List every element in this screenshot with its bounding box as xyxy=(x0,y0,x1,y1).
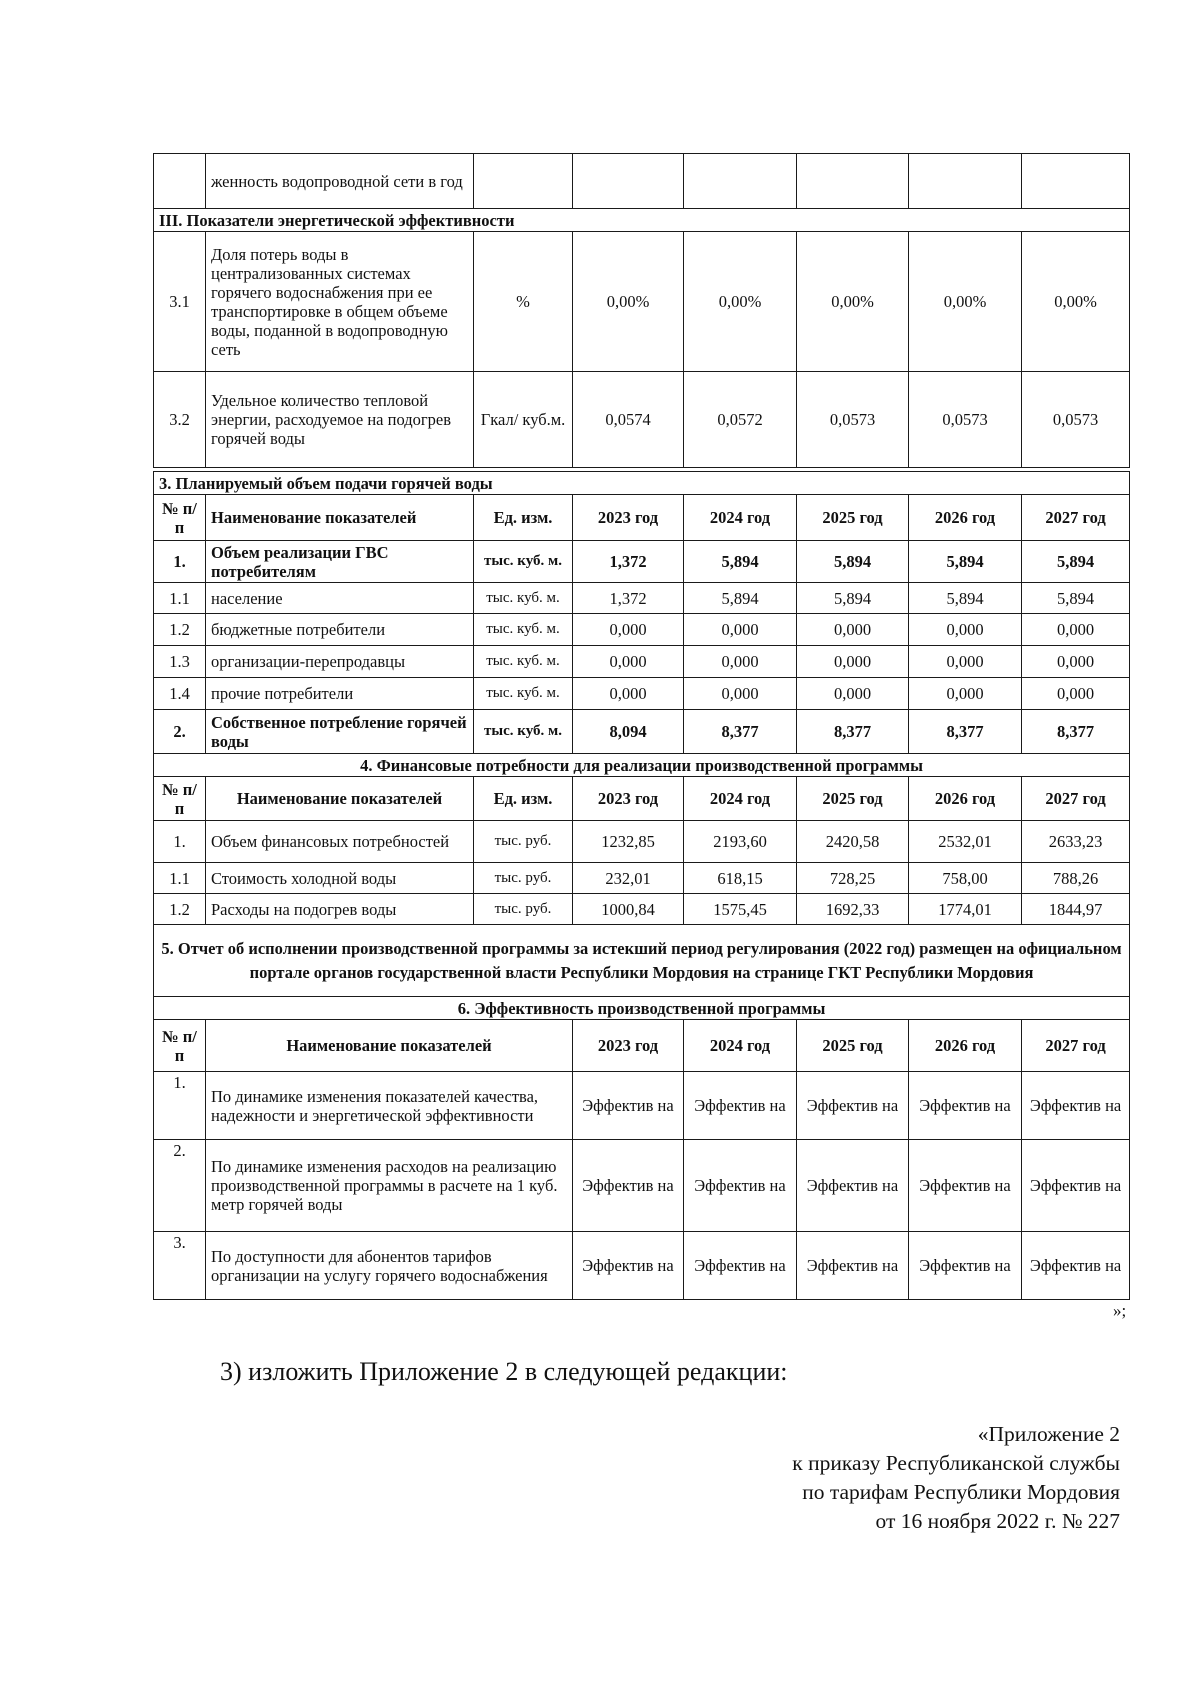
value-2023: 1232,85 xyxy=(573,821,684,863)
indicator-name: население xyxy=(206,583,474,614)
row-number: 1.1 xyxy=(154,863,206,894)
row-number: 1. xyxy=(154,821,206,863)
value-2027: 0,000 xyxy=(1022,646,1130,678)
value-2027: 0,000 xyxy=(1022,614,1130,646)
unit: тыс. куб. м. xyxy=(474,541,573,583)
value-2024: 0,000 xyxy=(684,646,797,678)
section-header-row xyxy=(154,997,1130,1020)
table-row xyxy=(154,232,1130,372)
table-header-row xyxy=(154,495,1130,541)
value-2023: 8,094 xyxy=(573,710,684,754)
indicator-name: Доля потерь воды в централизованных системах горячего водоснабжения при ее транспортировке в общем объеме воды, поданной в водопроводную сеть xyxy=(206,232,474,372)
value-2024: 5,894 xyxy=(684,541,797,583)
row-number: 1.3 xyxy=(154,646,206,678)
col-header-name: Наименование показателей xyxy=(206,777,474,821)
value-2026: 1774,01 xyxy=(909,894,1022,925)
indicator-name: прочие потребители xyxy=(206,678,474,710)
table-row xyxy=(154,646,1130,678)
value-2023: Эффектив на xyxy=(573,1140,684,1232)
value-2024: Эффектив на xyxy=(684,1072,797,1140)
section-title: 4. Финансовые потребности для реализации производственной программы xyxy=(154,754,1130,777)
value-2025: Эффектив на xyxy=(797,1232,909,1300)
value-2025: Эффектив на xyxy=(797,1072,909,1140)
row-number: 2. xyxy=(154,710,206,754)
section-header-row xyxy=(154,754,1130,777)
value-2023: 0,000 xyxy=(573,678,684,710)
col-header-2025: 2025 год xyxy=(797,777,909,821)
value-2025: 0,000 xyxy=(797,678,909,710)
col-header-2026: 2026 год xyxy=(909,1020,1022,1072)
value-2023: 232,01 xyxy=(573,863,684,894)
section-header-row xyxy=(154,925,1130,997)
value-2025: 0,0573 xyxy=(797,372,909,468)
section-header-row xyxy=(154,472,1130,495)
indicator-name: Объем реализации ГВС потребителям xyxy=(206,541,474,583)
value-2026: 0,000 xyxy=(909,678,1022,710)
col-header-2025: 2025 год xyxy=(797,495,909,541)
col-header-2027: 2027 год xyxy=(1022,1020,1130,1072)
value-2027: 8,377 xyxy=(1022,710,1130,754)
col-header-2026: 2026 год xyxy=(909,495,1022,541)
unit: тыс. куб. м. xyxy=(474,646,573,678)
appendix-line: к приказу Республиканской службы xyxy=(792,1451,1120,1475)
unit: % xyxy=(474,232,573,372)
value-2024: 0,000 xyxy=(684,614,797,646)
section-title: III. Показатели энергетической эффективности xyxy=(154,209,1130,232)
value-2027: 0,0573 xyxy=(1022,372,1130,468)
value-2023: 1000,84 xyxy=(573,894,684,925)
appendix-header xyxy=(792,1420,1120,1536)
col-header-2023: 2023 год xyxy=(573,495,684,541)
value-2025: 728,25 xyxy=(797,863,909,894)
production-program-table xyxy=(153,471,1130,1300)
table-row xyxy=(154,678,1130,710)
indicator-name: Расходы на подогрев воды xyxy=(206,894,474,925)
col-header-num: № п/п xyxy=(154,495,206,541)
value-2023: 0,000 xyxy=(573,646,684,678)
value-2027: 1844,97 xyxy=(1022,894,1130,925)
value-2026: 8,377 xyxy=(909,710,1022,754)
col-header-num: № п/п xyxy=(154,777,206,821)
col-header-2023: 2023 год xyxy=(573,1020,684,1072)
value-2023: 1,372 xyxy=(573,541,684,583)
row-number: 1.1 xyxy=(154,583,206,614)
table-header-row xyxy=(154,777,1130,821)
value-2024: 8,377 xyxy=(684,710,797,754)
table-row xyxy=(154,710,1130,754)
value-2026: 758,00 xyxy=(909,863,1022,894)
value-2024: Эффектив на xyxy=(684,1232,797,1300)
value-2024: 5,894 xyxy=(684,583,797,614)
table-row xyxy=(154,583,1130,614)
value-2023: 0,000 xyxy=(573,614,684,646)
row-number: 3. xyxy=(154,1232,206,1300)
unit: тыс. руб. xyxy=(474,894,573,925)
value-2027: 0,00% xyxy=(1022,232,1130,372)
indicator-name: По динамике изменения расходов на реализацию производственной программы в расчете на 1 куб. метр горячей воды xyxy=(206,1140,573,1232)
section-header-row xyxy=(154,209,1130,232)
row-number: 1.4 xyxy=(154,678,206,710)
value-2025: 0,00% xyxy=(797,232,909,372)
value-2026: 0,00% xyxy=(909,232,1022,372)
value-2025: 0,000 xyxy=(797,614,909,646)
col-header-2027: 2027 год xyxy=(1022,495,1130,541)
col-header-2027: 2027 год xyxy=(1022,777,1130,821)
table-row xyxy=(154,863,1130,894)
row-number: 1.2 xyxy=(154,614,206,646)
section-title: 6. Эффективность производственной программы xyxy=(154,997,1130,1020)
value-2024: 0,00% xyxy=(684,232,797,372)
section-title: 3. Планируемый объем подачи горячей воды xyxy=(154,472,1130,495)
table-row xyxy=(154,1232,1130,1300)
value-2024: 0,000 xyxy=(684,678,797,710)
row-number: 3.1 xyxy=(154,232,206,372)
row-number xyxy=(154,154,206,209)
amendment-instruction: 3) изложить Приложение 2 в следующей редакции: xyxy=(220,1357,788,1386)
appendix-date: от 16 ноября 2022 г. № 227 xyxy=(875,1509,1120,1533)
value-2026: Эффектив на xyxy=(909,1232,1022,1300)
col-header-2023: 2023 год xyxy=(573,777,684,821)
value-2027: 788,26 xyxy=(1022,863,1130,894)
value-2024: Эффектив на xyxy=(684,1140,797,1232)
col-header-name: Наименование показателей xyxy=(206,1020,573,1072)
col-header-unit: Ед. изм. xyxy=(474,777,573,821)
table-row xyxy=(154,614,1130,646)
value-2023: 0,00% xyxy=(573,232,684,372)
col-header-2026: 2026 год xyxy=(909,777,1022,821)
row-number: 1. xyxy=(154,1072,206,1140)
table-row xyxy=(154,821,1130,863)
table-row xyxy=(154,541,1130,583)
value-2023: 1,372 xyxy=(573,583,684,614)
indicator-name: женность водопроводной сети в год xyxy=(206,154,474,209)
table-row xyxy=(154,894,1130,925)
unit: тыс. руб. xyxy=(474,821,573,863)
unit: тыс. куб. м. xyxy=(474,583,573,614)
value-2024: 618,15 xyxy=(684,863,797,894)
row-number: 1.2 xyxy=(154,894,206,925)
value-2027: Эффектив на xyxy=(1022,1232,1130,1300)
value-2023: Эффектив на xyxy=(573,1232,684,1300)
value-2026: 0,000 xyxy=(909,614,1022,646)
value-2023: 0,0574 xyxy=(573,372,684,468)
col-header-2025: 2025 год xyxy=(797,1020,909,1072)
unit: тыс. куб. м. xyxy=(474,614,573,646)
value-2027: Эффектив на xyxy=(1022,1072,1130,1140)
value-2025: 8,377 xyxy=(797,710,909,754)
row-number: 2. xyxy=(154,1140,206,1232)
indicator-name: По доступности для абонентов тарифов организации на услугу горячего водоснабжения xyxy=(206,1232,573,1300)
col-header-2024: 2024 год xyxy=(684,495,797,541)
indicator-name: бюджетные потребители xyxy=(206,614,474,646)
value-2024: 0,0572 xyxy=(684,372,797,468)
value-2026: 0,0573 xyxy=(909,372,1022,468)
value-2025: 2420,58 xyxy=(797,821,909,863)
col-header-2024: 2024 год xyxy=(684,1020,797,1072)
value-2026: 0,000 xyxy=(909,646,1022,678)
col-header-name: Наименование показателей xyxy=(206,495,474,541)
value-2027: 0,000 xyxy=(1022,678,1130,710)
energy-efficiency-table xyxy=(153,153,1130,468)
report-text: 5. Отчет об исполнении производственной программы за истекший период регулирования (2022 год) размещен на официальном портале органов государственной власти Республики Мордовия на странице ГКТ Республики Мордовия xyxy=(154,925,1130,997)
row-number: 1. xyxy=(154,541,206,583)
unit: тыс. руб. xyxy=(474,863,573,894)
unit: тыс. куб. м. xyxy=(474,710,573,754)
unit: тыс. куб. м. xyxy=(474,678,573,710)
value-2023: Эффектив на xyxy=(573,1072,684,1140)
value-2027: 5,894 xyxy=(1022,541,1130,583)
col-header-num: № п/п xyxy=(154,1020,206,1072)
indicator-name: По динамике изменения показателей качества, надежности и энергетической эффективности xyxy=(206,1072,573,1140)
value-2026: 5,894 xyxy=(909,583,1022,614)
value-2024: 1575,45 xyxy=(684,894,797,925)
indicator-name: организации-перепродавцы xyxy=(206,646,474,678)
table-row xyxy=(154,1140,1130,1232)
col-header-2024: 2024 год xyxy=(684,777,797,821)
indicator-name: Собственное потребление горячей воды xyxy=(206,710,474,754)
value-2027: Эффектив на xyxy=(1022,1140,1130,1232)
value-2026: Эффектив на xyxy=(909,1140,1022,1232)
indicator-name: Удельное количество тепловой энергии, расходуемое на подогрев горячей воды xyxy=(206,372,474,468)
value-2026: 5,894 xyxy=(909,541,1022,583)
value-2027: 2633,23 xyxy=(1022,821,1130,863)
value-2025: 0,000 xyxy=(797,646,909,678)
table-header-row xyxy=(154,1020,1130,1072)
value-2025: 5,894 xyxy=(797,541,909,583)
value-2025: 5,894 xyxy=(797,583,909,614)
value-2024: 2193,60 xyxy=(684,821,797,863)
col-header-unit: Ед. изм. xyxy=(474,495,573,541)
value-2026: Эффектив на xyxy=(909,1072,1022,1140)
value-2025: Эффектив на xyxy=(797,1140,909,1232)
table-row xyxy=(154,1072,1130,1140)
row-number: 3.2 xyxy=(154,372,206,468)
closing-quote: »; xyxy=(1113,1301,1127,1320)
table-row xyxy=(154,154,1130,209)
table-row xyxy=(154,372,1130,468)
unit: Гкал/ куб.м. xyxy=(474,372,573,468)
indicator-name: Стоимость холодной воды xyxy=(206,863,474,894)
appendix-line: по тарифам Республики Мордовия xyxy=(802,1480,1120,1504)
indicator-name: Объем финансовых потребностей xyxy=(206,821,474,863)
value-2027: 5,894 xyxy=(1022,583,1130,614)
appendix-title: «Приложение 2 xyxy=(977,1422,1120,1446)
value-2026: 2532,01 xyxy=(909,821,1022,863)
value-2025: 1692,33 xyxy=(797,894,909,925)
